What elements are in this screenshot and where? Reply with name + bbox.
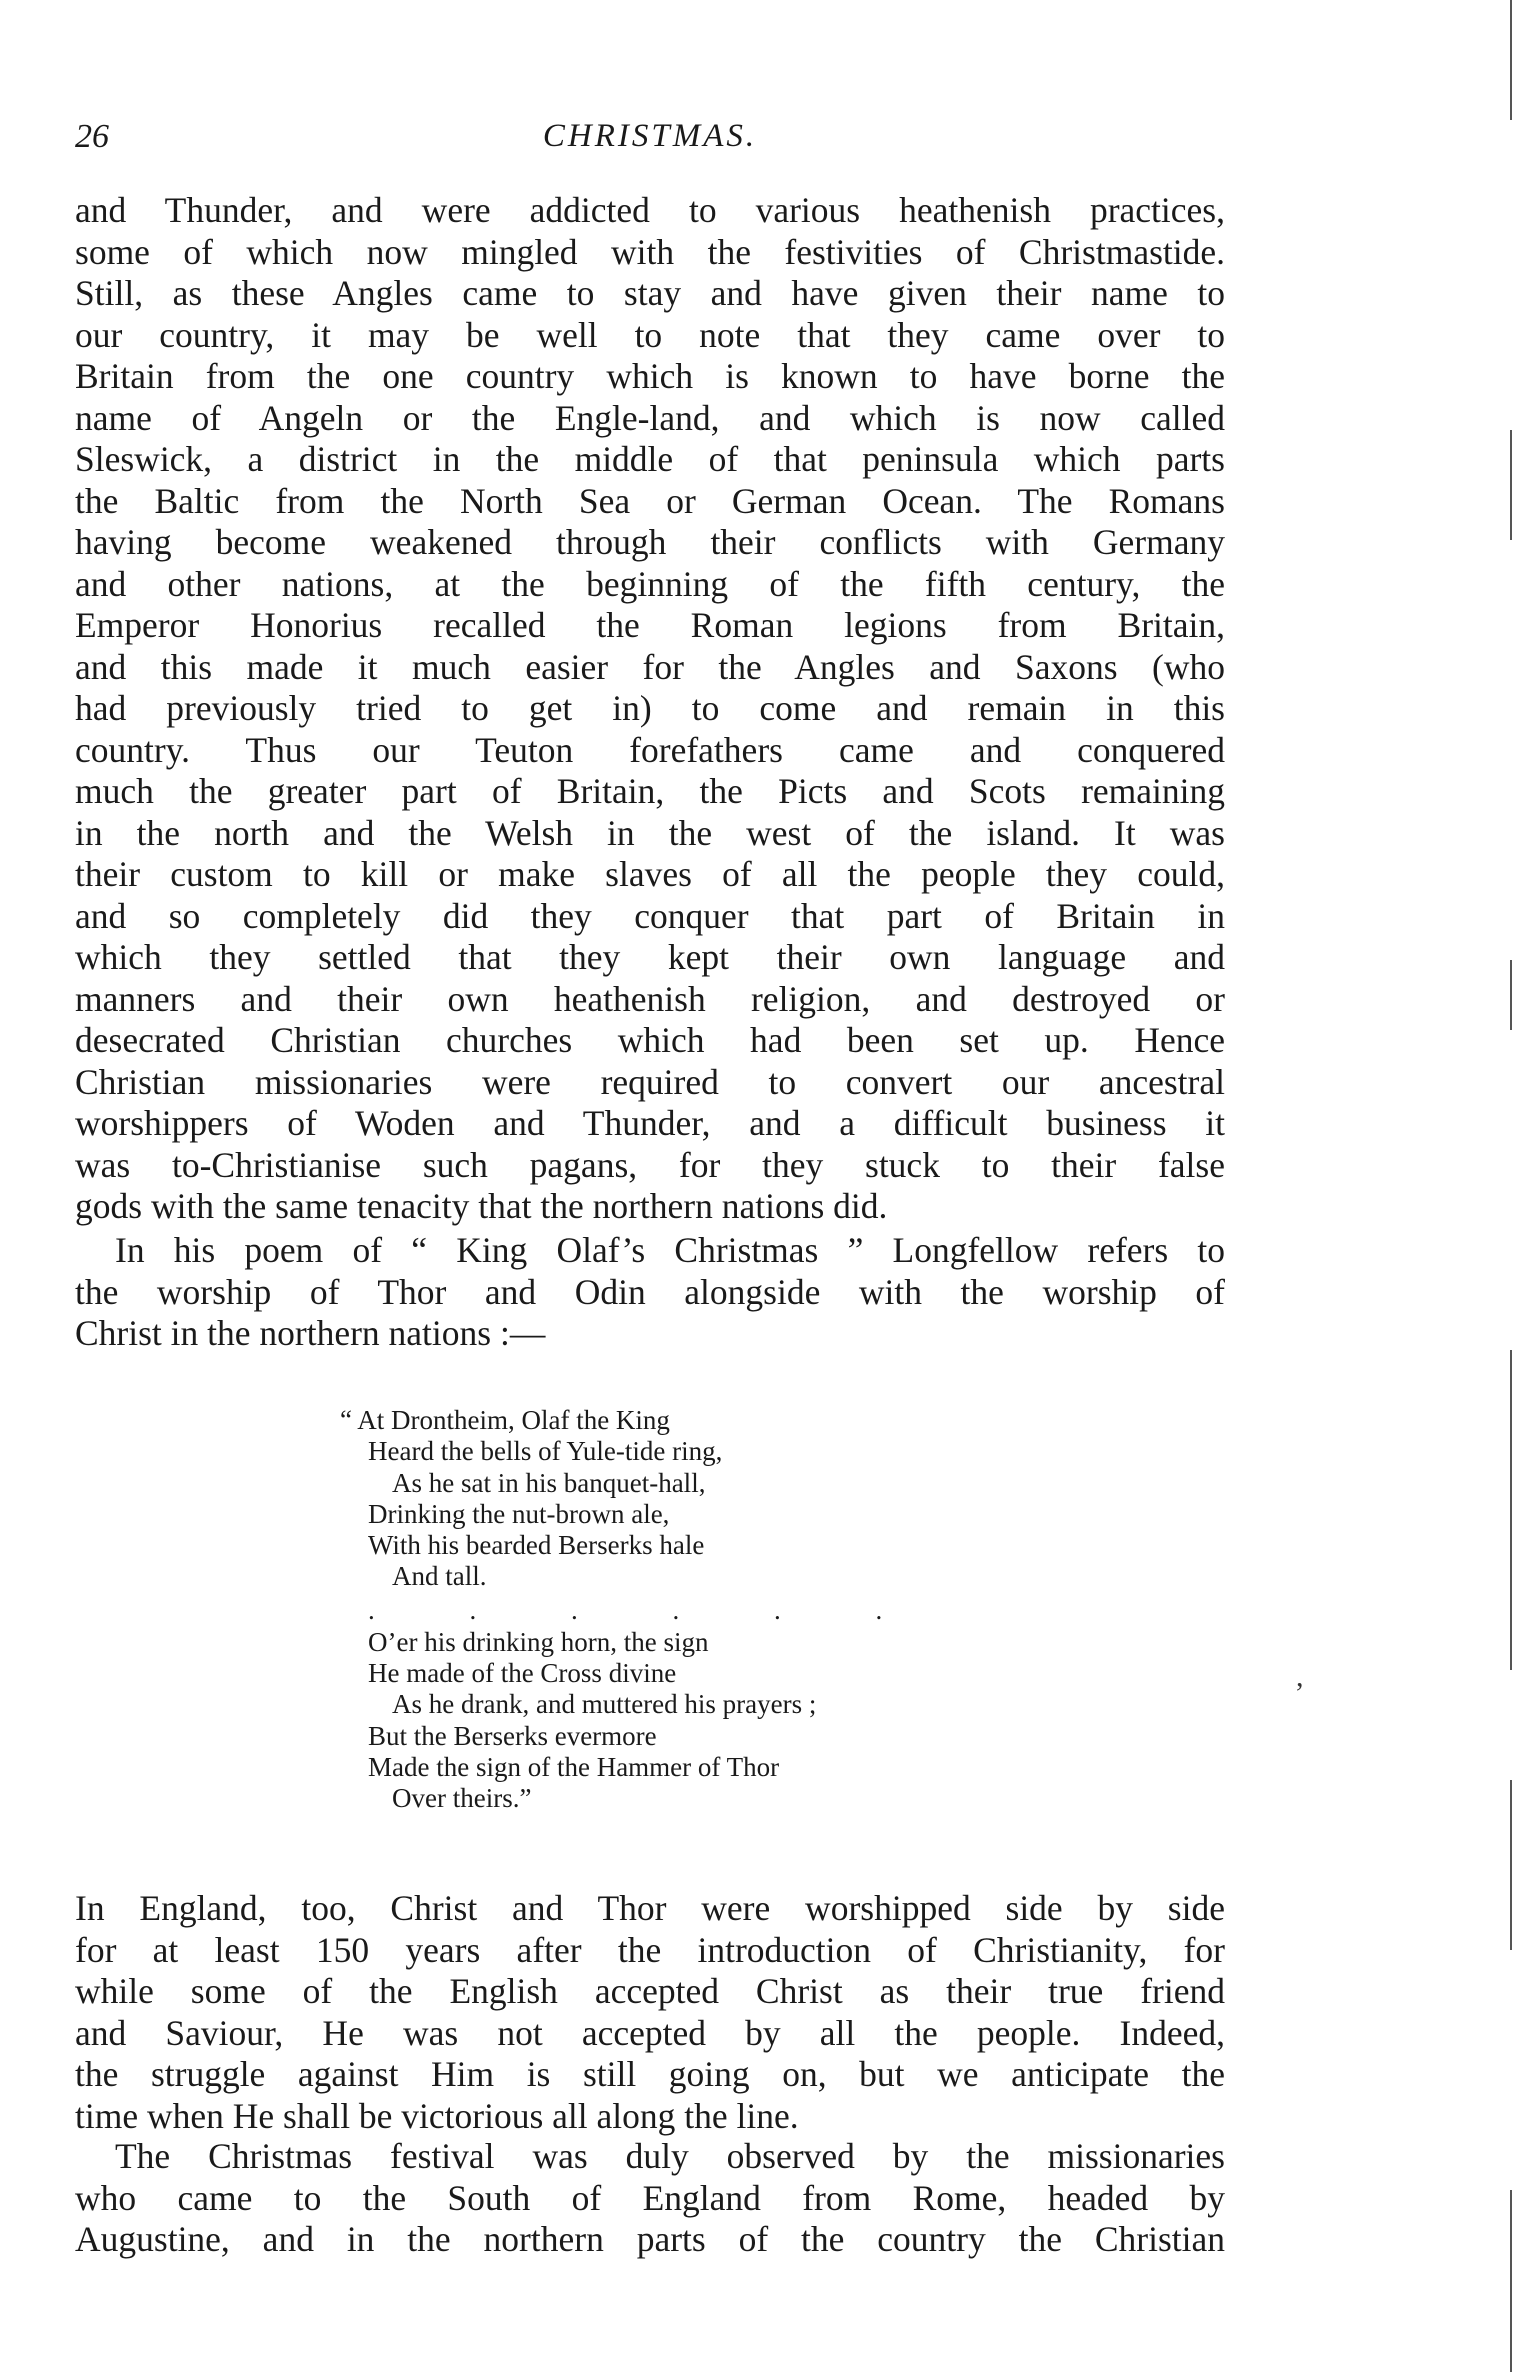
- text-line: Still, as these Angles came to stay and have given their name to: [75, 273, 1225, 313]
- text-line: and so completely did they conquer that part of Britain in: [75, 895, 1225, 936]
- text-line: the struggle against Him is still going on, but we anticipate the: [75, 2054, 1225, 2094]
- paragraph-1: [75, 190, 1225, 1228]
- poem-line: And tall.: [392, 1561, 487, 1592]
- text-line: their custom to kill or make slaves of all the people they could,: [75, 854, 1225, 894]
- text-line: and this made it much easier for the Angles and Saxons (who: [75, 646, 1225, 687]
- text-line: Sleswick, a district in the middle of that peninsula which parts: [75, 439, 1225, 479]
- text-line: the Baltic from the North Sea or German Ocean. The Romans: [75, 480, 1225, 521]
- poem-line: But the Berserks evermore: [368, 1720, 657, 1751]
- text-line: was to-Christianise such pagans, for they stuck to their false: [75, 1144, 1225, 1185]
- text-line: for at least 150 years after the introduction of Christianity, for: [75, 1929, 1225, 1970]
- text-line: who came to the South of England from Rome, headed by: [75, 2177, 1225, 2218]
- text-line: worshippers of Woden and Thunder, and a difficult business it: [75, 1103, 1225, 1143]
- poem-line: Made the sign of the Hammer of Thor: [368, 1751, 780, 1782]
- scan-edge-line: [1510, 960, 1512, 1030]
- text-line: which they settled that they kept their own language and: [75, 937, 1225, 977]
- text-line: In his poem of “ King Olaf’s Christmas ” Longfellow refers to: [115, 1230, 1225, 1270]
- text-line: had previously tried to get in) to come and remain in this: [75, 688, 1225, 728]
- scan-edge-line: [1510, 1350, 1512, 1670]
- text-line: The Christmas festival was duly observed by the missionaries: [115, 2136, 1225, 2176]
- text-line: and other nations, at the beginning of the fifth century, the: [75, 563, 1225, 604]
- text-line: desecrated Christian churches which had been set up. Hence: [75, 1020, 1225, 1060]
- running-title: CHRISTMAS.: [542, 118, 758, 154]
- text-line: some of which now mingled with the festivities of Christmastide.: [75, 231, 1225, 272]
- text-line: our country, it may be well to note that they came over to: [75, 314, 1225, 355]
- poem-line: As he drank, and muttered his prayers ;: [392, 1689, 817, 1720]
- poem-quotation: [340, 1405, 926, 1815]
- stray-ink-mark: ,: [1296, 1660, 1304, 1693]
- paragraph-3: [75, 1888, 1225, 2137]
- text-line: Christ in the northern nations :—: [75, 1313, 546, 1353]
- poem-line: With his bearded Berserks hale: [368, 1530, 705, 1561]
- text-line: Christian missionaries were required to convert our ancestral: [75, 1061, 1225, 1102]
- text-line: Augustine, and in the northern parts of the country the Christian: [75, 2219, 1225, 2259]
- text-line: while some of the English accepted Christ as their true friend: [75, 1971, 1225, 2011]
- scan-edge-line: [1510, 1780, 1512, 1950]
- page-header: [75, 118, 1225, 164]
- poem-line: Heard the bells of Yule-tide ring,: [368, 1436, 723, 1467]
- poem-line: O’er his drinking horn, the sign: [368, 1626, 709, 1657]
- text-line: country. Thus our Teuton forefathers came and conquered: [75, 729, 1225, 770]
- text-line: in the north and the Welsh in the west of the island. It was: [75, 812, 1225, 853]
- poem-line: Drinking the nut-brown ale,: [368, 1498, 670, 1529]
- text-line: time when He shall be victorious all along the line.: [75, 2095, 799, 2136]
- text-line: the worship of Thor and Odin alongside with the worship of: [75, 1271, 1225, 1312]
- scan-edge-line: [1510, 430, 1512, 540]
- poem-ellipsis: . . . . . .: [368, 1594, 927, 1625]
- paragraph-4: [75, 2136, 1225, 2261]
- paragraph-2: [75, 1230, 1225, 1355]
- poem-line: He made of the Cross divine: [368, 1658, 677, 1689]
- poem-line: As he sat in his banquet-hall,: [392, 1467, 706, 1498]
- text-line: Britain from the one country which is known to have borne the: [75, 356, 1225, 396]
- scan-edge-line: [1510, 0, 1512, 120]
- scan-edge-line: [1510, 2190, 1512, 2372]
- text-line: and Saviour, He was not accepted by all the people. Indeed,: [75, 2012, 1225, 2053]
- text-line: gods with the same tenacity that the northern nations did.: [75, 1186, 888, 1226]
- poem-line: “ At Drontheim, Olaf the King: [340, 1405, 670, 1435]
- text-line: manners and their own heathenish religion, and destroyed or: [75, 978, 1225, 1019]
- text-line: name of Angeln or the Engle-land, and which is now called: [75, 397, 1225, 438]
- poem-line: Over theirs.”: [392, 1783, 532, 1814]
- text-line: having become weakened through their conflicts with Germany: [75, 522, 1225, 562]
- text-line: much the greater part of Britain, the Picts and Scots remaining: [75, 771, 1225, 811]
- text-line: In England, too, Christ and Thor were worshipped side by side: [75, 1888, 1225, 1928]
- page-number: 26: [75, 118, 109, 155]
- text-line: and Thunder, and were addicted to various heathenish practices,: [75, 190, 1225, 230]
- text-line: Emperor Honorius recalled the Roman legions from Britain,: [75, 605, 1225, 645]
